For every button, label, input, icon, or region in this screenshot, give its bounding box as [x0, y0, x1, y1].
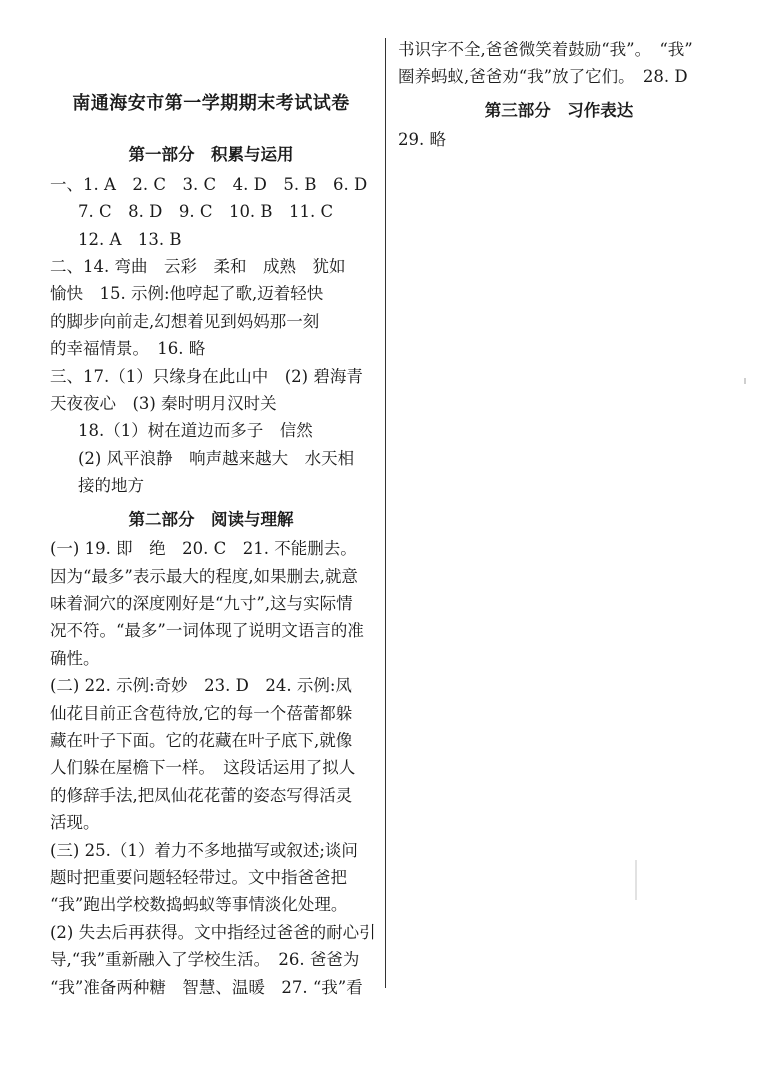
- answer-line: (2) 失去后再获得。文中指经过爸爸的耐心引: [50, 922, 376, 942]
- answer-line: 圈养蚂蚁,爸爸劝“我”放了它们。 28. D: [398, 67, 688, 87]
- answer-line: 18.（1）树在道边而多子 信然: [78, 421, 313, 441]
- answer-line: 的修辞手法,把凤仙花花蕾的姿态写得活灵: [50, 785, 353, 805]
- section-heading-part1: 第一部分 积累与运用: [128, 145, 294, 165]
- answer-line: 愉快 15. 示例:他哼起了歌,迈着轻快: [50, 284, 324, 304]
- answer-line: “我”准备两种糖 智慧、温暖 27. “我”看: [50, 977, 363, 997]
- scan-mark: [744, 378, 746, 384]
- answer-line: (一) 19. 即 绝 20. C 21. 不能删去。: [50, 539, 357, 559]
- section-heading-part3: 第三部分 习作表达: [484, 100, 634, 120]
- answer-line: 三、17.（1）只缘身在此山中 (2) 碧海青: [50, 366, 363, 386]
- answer-line: 12. A 13. B: [78, 229, 182, 249]
- question-group-2: [50, 253, 372, 363]
- answer-line: 天夜夜心 (3) 秦时明月汉时关: [50, 394, 277, 414]
- answer-line: 7. C 8. D 9. C 10. B 11. C: [78, 202, 334, 222]
- answer-line: 因为“最多”表示最大的程度,如果删去,就意: [50, 566, 358, 586]
- right-column: [398, 36, 720, 154]
- answer-line: “我”跑出学校数捣蚂蚁等事情淡化处理。: [50, 895, 348, 915]
- answer-line: 仙花目前正含苞待放,它的每一个蓓蕾都躲: [50, 703, 353, 723]
- reading-group-2: [50, 672, 372, 836]
- answer-line: 一、1. A 2. C 3. C 4. D 5. B 6. D: [50, 174, 368, 194]
- answer-line: 接的地方: [78, 476, 144, 496]
- question-group-3: [50, 363, 372, 500]
- scan-mark: [635, 860, 637, 900]
- answer-line: (二) 22. 示例:奇妙 23. D 24. 示例:凤: [50, 676, 352, 696]
- left-column: [50, 60, 376, 1001]
- section-heading-part2: 第二部分 阅读与理解: [128, 509, 294, 529]
- answer-line: 确性。: [50, 648, 100, 668]
- answer-line: (2) 风平浪静 响声越来越大 水天相: [78, 448, 355, 468]
- answer-line: 29. 略: [398, 130, 446, 150]
- answer-line: 活现。: [50, 813, 100, 833]
- answer-line: 的脚步向前走,幻想着见到妈妈那一刻: [50, 311, 320, 331]
- answer-line: 导,“我”重新融入了学校生活。 26. 爸爸为: [50, 950, 360, 970]
- answer-line: 书识字不全,爸爸微笑着鼓励“我”。 “我”: [398, 40, 693, 59]
- question-group-1: [50, 171, 372, 253]
- reading-group-1: [50, 535, 372, 672]
- answer-line: (三) 25.（1）着力不多地描写或叙述;谈问: [50, 840, 358, 860]
- answer-line: 况不符。“最多”一词体现了说明文语言的准: [50, 621, 364, 641]
- page-title: 南通海安市第一学期期末考试试卷: [72, 93, 350, 114]
- answer-line: 的幸福情景。 16. 略: [50, 339, 206, 359]
- answer-line: 人们躲在屋檐下一样。 这段话运用了拟人: [50, 758, 356, 778]
- answer-line: 二、14. 弯曲 云彩 柔和 成熟 犹如: [50, 257, 346, 277]
- answer-line: 藏在叶子下面。它的花藏在叶子底下,就像: [50, 730, 353, 750]
- answer-line: 味着洞穴的深度刚好是“九寸”,这与实际情: [50, 593, 353, 613]
- reading-group-3: [50, 837, 376, 1001]
- column-divider: [385, 38, 386, 988]
- answer-line: 题时把重要问题轻轻带过。文中指爸爸把: [50, 867, 347, 887]
